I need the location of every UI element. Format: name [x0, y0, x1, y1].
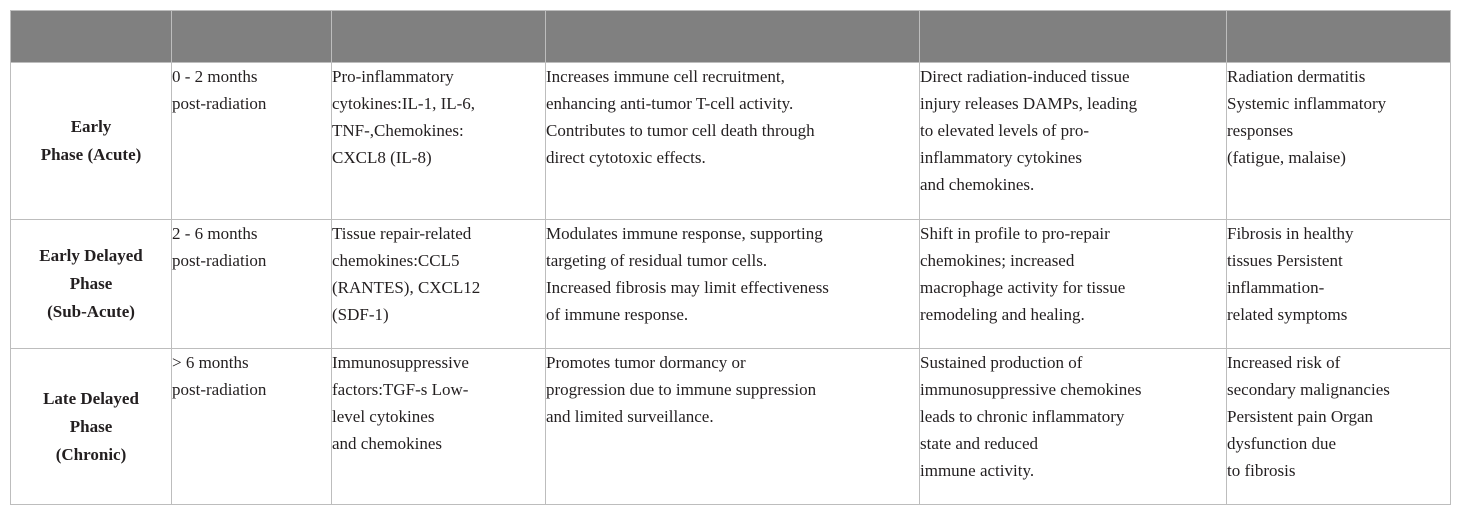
table-header: [11, 11, 1451, 63]
cell-line: Sustained production of: [920, 353, 1083, 372]
radiation-phase-table: [10, 10, 1451, 505]
mechanism-cell: [920, 349, 1227, 505]
cell-line: Radiation dermatitis: [1227, 67, 1366, 86]
cell-line: enhancing anti-tumor T-cell activity.: [546, 94, 794, 113]
cell-line: and chemokines: [332, 434, 442, 453]
cell-line: (Chronic): [55, 444, 127, 464]
cell-line: direct cytotoxic effects.: [546, 148, 706, 167]
cell-line: factors:TGF-s Low-: [332, 380, 469, 399]
cell-line: (RANTES), CXCL12: [332, 278, 481, 297]
cell-line: cytokines:IL-1, IL-6,: [332, 94, 476, 113]
header-cell-timing: [172, 11, 332, 63]
cell-line: Early Delayed: [39, 246, 143, 265]
cell-line: Direct radiation-induced tissue: [920, 67, 1130, 86]
cell-line: post-radiation: [172, 251, 267, 270]
cell-line: Phase: [69, 416, 113, 436]
cell-line: Systemic inflammatory: [1227, 94, 1387, 113]
cell-line: Late Delayed: [43, 388, 139, 408]
cell-line: immunosuppressive chemokines: [920, 380, 1142, 399]
cell-line: secondary malignancies: [1227, 380, 1390, 399]
timing-cell: [172, 349, 332, 505]
phase-cell: [11, 220, 172, 349]
clinical-cell: [1227, 63, 1451, 220]
timing-cell: [172, 220, 332, 349]
cell-line: post-radiation: [172, 380, 267, 399]
cell-line: to fibrosis: [1227, 461, 1296, 480]
cell-line: leads to chronic inflammatory: [920, 407, 1125, 426]
clinical-cell: [1227, 349, 1451, 505]
cell-line: progression due to immune suppression: [546, 380, 817, 399]
header-cell-clinical: [1227, 11, 1451, 63]
cell-line: inflammation-: [1227, 278, 1325, 297]
cell-line: and chemokines.: [920, 175, 1035, 194]
cell-line: post-radiation: [172, 94, 267, 113]
cell-line: CXCL8 (IL-8): [332, 148, 432, 167]
cell-line: level cytokines: [332, 407, 435, 426]
cell-line: TNF-,Chemokines:: [332, 121, 464, 140]
cell-line: Increases immune cell recruitment,: [546, 67, 785, 86]
cell-line: (SDF-1): [332, 305, 389, 324]
cell-line: Immunosuppressive: [332, 353, 469, 372]
cell-line: > 6 months: [172, 353, 249, 372]
cell-line: 2 - 6 months: [172, 224, 258, 243]
cell-line: to elevated levels of pro-: [920, 121, 1089, 140]
cell-line: remodeling and healing.: [920, 305, 1085, 324]
cell-line: 0 - 2 months: [172, 67, 258, 86]
cell-line: Phase (Acute): [40, 145, 142, 164]
tumor-effect-cell: [546, 63, 920, 220]
cell-line: Pro-inflammatory: [332, 67, 454, 86]
cell-line: Phase: [69, 274, 113, 293]
cell-line: Shift in profile to pro-repair: [920, 224, 1110, 243]
phase-cell: [11, 63, 172, 220]
header-cell-phase: [11, 11, 172, 63]
cell-line: Increased risk of: [1227, 353, 1341, 372]
cell-line: immune activity.: [920, 461, 1035, 480]
cell-line: Fibrosis in healthy: [1227, 224, 1354, 243]
cell-line: Persistent pain Organ: [1227, 407, 1374, 426]
clinical-cell: [1227, 220, 1451, 349]
cell-line: state and reduced: [920, 434, 1038, 453]
cell-line: Modulates immune response, supporting: [546, 224, 823, 243]
table-row: [11, 63, 1451, 220]
mechanism-cell: [920, 220, 1227, 349]
mechanism-cell: [920, 63, 1227, 220]
factors-cell: [332, 220, 546, 349]
tumor-effect-cell: [546, 349, 920, 505]
cell-line: targeting of residual tumor cells.: [546, 251, 768, 270]
cell-line: Increased fibrosis may limit effectiveness: [546, 278, 829, 297]
header-cell-factors: [332, 11, 546, 63]
cell-line: of immune response.: [546, 305, 689, 324]
cell-line: (Sub-Acute): [47, 302, 135, 321]
cell-line: chemokines:CCL5: [332, 251, 460, 270]
header-cell-tumor-effect: [546, 11, 920, 63]
cell-line: Contributes to tumor cell death through: [546, 121, 815, 140]
phase-cell: [11, 349, 172, 505]
cell-line: Early: [70, 117, 112, 136]
factors-cell: [332, 63, 546, 220]
cell-line: Tissue repair-related: [332, 224, 472, 243]
cell-line: and limited surveillance.: [546, 407, 714, 426]
factors-cell: [332, 349, 546, 505]
table-row: [11, 220, 1451, 349]
timing-cell: [172, 63, 332, 220]
cell-line: macrophage activity for tissue: [920, 278, 1126, 297]
cell-line: related symptoms: [1227, 305, 1348, 324]
tumor-effect-cell: [546, 220, 920, 349]
cell-line: (fatigue, malaise): [1227, 148, 1346, 167]
cell-line: Promotes tumor dormancy or: [546, 353, 746, 372]
cell-line: chemokines; increased: [920, 251, 1075, 270]
table-row: [11, 349, 1451, 505]
cell-line: dysfunction due: [1227, 434, 1337, 453]
table-body: [11, 63, 1451, 505]
header-row: [11, 11, 1451, 63]
cell-line: injury releases DAMPs, leading: [920, 94, 1138, 113]
cell-line: tissues Persistent: [1227, 251, 1343, 270]
header-cell-mechanism: [920, 11, 1227, 63]
cell-line: responses: [1227, 121, 1294, 140]
cell-line: inflammatory cytokines: [920, 148, 1082, 167]
